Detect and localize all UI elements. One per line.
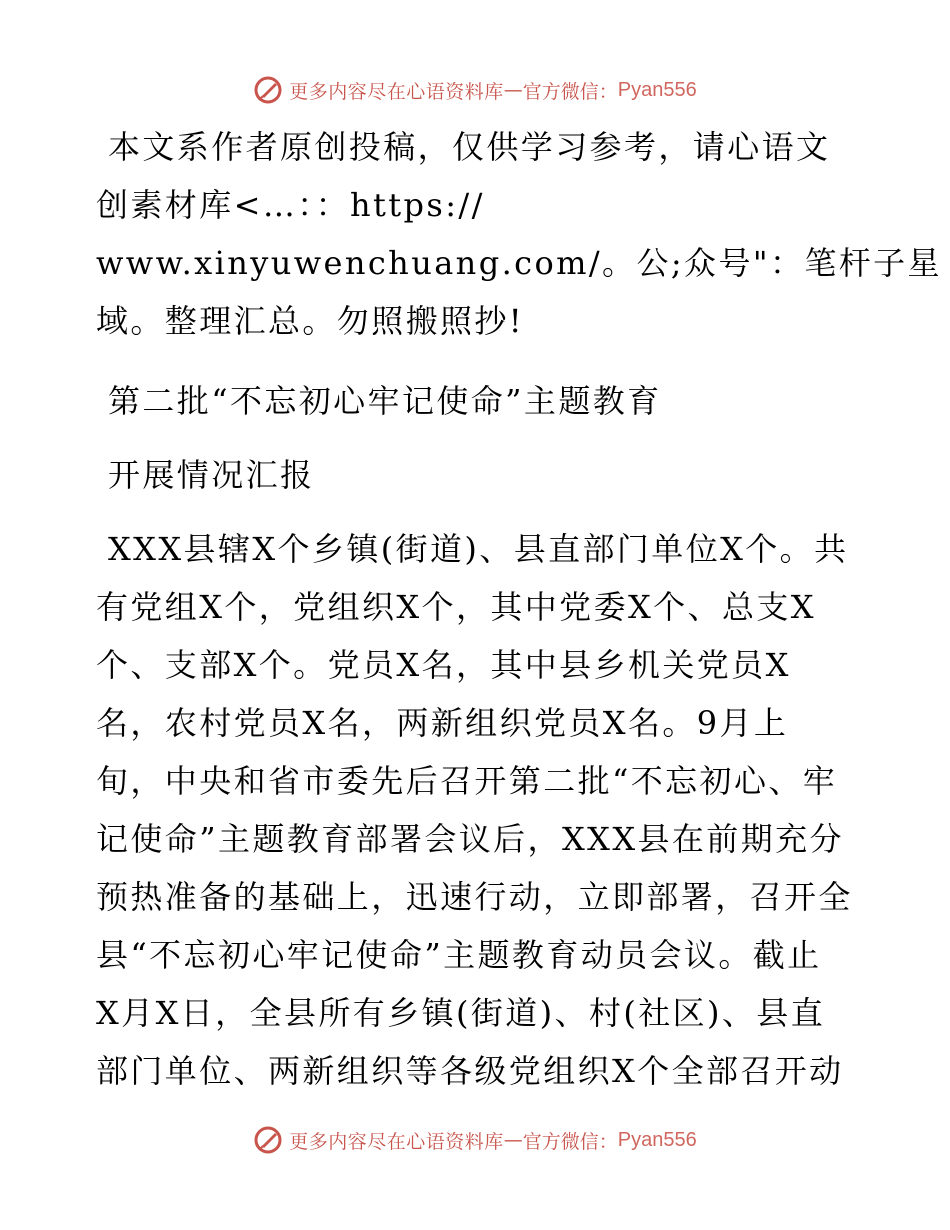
notice-line-1: 本文系作者原创投稿，仅供学习参考，请心语文 <box>108 128 831 166</box>
quill-logo-icon <box>253 75 283 105</box>
body-line-9: X月X日，全县所有乡镇(街道)、村(社区)、县直 <box>96 994 826 1032</box>
notice-line-2: 创素材库<…：：https:// <box>96 186 485 224</box>
body-line-6: 记使命”主题教育部署会议后，XXX县在前期充分 <box>96 820 844 858</box>
watermark-account: Pyan556 <box>617 78 697 101</box>
notice-line-3: www.xinyuwenchuang.com/。公;众号"：笔杆子星 <box>96 244 942 282</box>
body-line-7: 预热准备的基础上，迅速行动，立即部署，召开全 <box>96 878 853 916</box>
quill-logo-icon <box>253 1125 283 1155</box>
body-line-4: 名，农村党员X名，两新组织党员X名。9月上 <box>96 704 789 742</box>
body-paragraph <box>96 520 856 1100</box>
title-line-1: 第二批“不忘初心牢记使命”主题教育 <box>108 382 662 420</box>
watermark-official-label: 官方微信： <box>522 80 618 103</box>
document-body <box>96 118 942 1100</box>
body-line-10: 部门单位、两新组织等各级党组织X个全部召开动 <box>96 1052 844 1090</box>
document-title <box>96 364 856 512</box>
body-line-3: 个、支部X个。党员X名，其中县乡机关党员X <box>96 646 791 684</box>
watermark-text: 更多内容尽在心语资料库 <box>289 1130 504 1153</box>
notice-line-4: 域。整理汇总。勿照搬照抄! <box>96 302 525 340</box>
watermark-account: Pyan556 <box>617 1128 697 1151</box>
footer-watermark <box>0 1120 950 1160</box>
watermark-text: 更多内容尽在心语资料库 <box>289 80 504 103</box>
watermark-official-label: 官方微信： <box>522 1130 618 1153</box>
body-line-8: 县“不忘初心牢记使命”主题教育动员会议。截止 <box>96 936 822 974</box>
title-line-2: 开展情况汇报 <box>108 456 315 494</box>
body-line-5: 旬，中央和省市委先后召开第二批“不忘初心、牢 <box>96 762 838 800</box>
body-line-1: XXX县辖X个乡镇(街道)、县直部门单位X个。共 <box>108 530 849 568</box>
header-watermark <box>0 70 950 110</box>
copyright-notice <box>96 118 942 350</box>
body-line-2: 有党组X个，党组织X个，其中党委X个、总支X <box>96 588 816 626</box>
watermark-dash: — <box>503 79 523 101</box>
watermark-dash: — <box>503 1129 523 1151</box>
